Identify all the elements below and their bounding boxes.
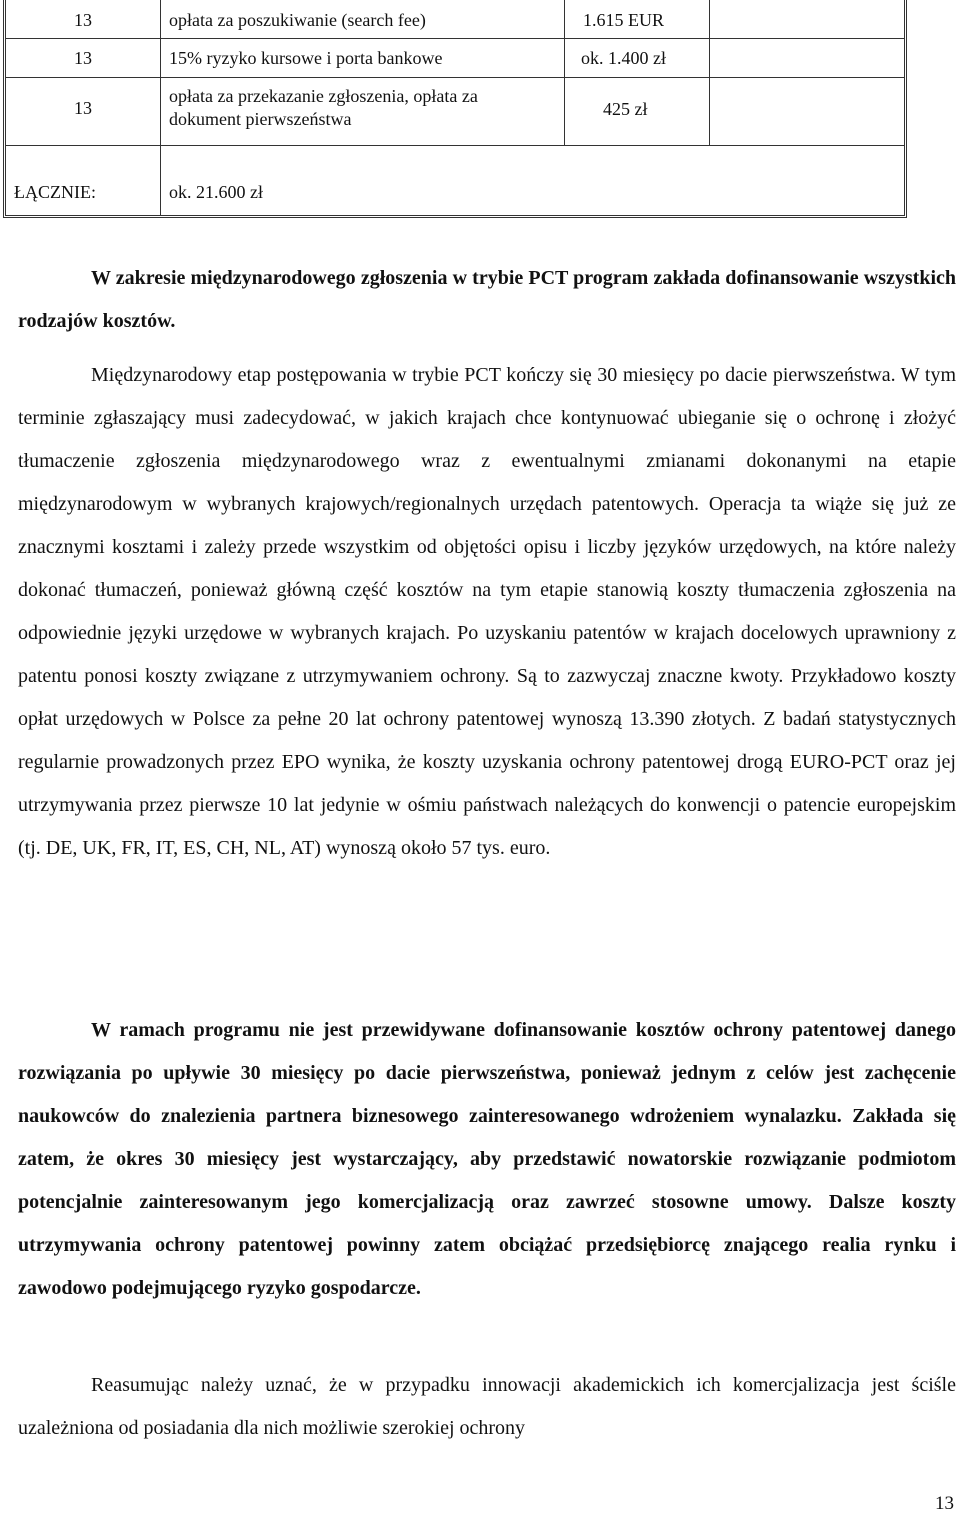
paragraph-pct-funding: W zakresie międzynarodowego zgłoszenia w trybie PCT program zakłada dofinansowanie wszystkich rodzajów kosztów. bbox=[18, 267, 956, 332]
table-row-2-amount: ok. 1.400 zł bbox=[581, 48, 666, 68]
table-row-3-number: 13 bbox=[74, 98, 92, 118]
table-row-3-description-line1: opłata za przekazanie zgłoszenia, opłata za bbox=[169, 86, 478, 106]
table-row-2-number: 13 bbox=[74, 48, 92, 68]
paragraph-conclusion: Reasumując należy uznać, że w przypadku innowacji akademickich ich komercjalizacja jest ściśle uzależniona od posiadania dla nich możliwie szerokiej ochrony bbox=[18, 1374, 956, 1439]
table-row-3-description-line2: dokument pierwszeństwa bbox=[169, 109, 352, 129]
table-row-1-amount: 1.615 EUR bbox=[583, 10, 664, 30]
paragraph-international-stage: Międzynarodowy etap postępowania w trybie PCT kończy się 30 miesięcy po dacie pierwszeństwa. W tym terminie zgłaszający musi zadecydować, w jakich krajach chce kontynuować ubieganie się o ochronę i złożyć tłumaczenie zgłoszenia międzynarodowego wraz z ewentualnymi zmianami dokonanymi na etapie międzynarodowym w wybranych krajowych/regionalnych urzędach patentowych. Operacja ta wiąże się już ze znacznymi kosztami i zależy przede wszystkim od objętości opisu i liczby języków urzędowych, na które należy dokonać tłumaczeń, ponieważ główną część kosztów na tym etapie stanowią koszty tłumaczenia zgłoszenia na odpowiednie języki urzędowe w wybranych krajach. Po uzyskaniu patentów w krajach docelowych uprawniony z patentu ponosi koszty związane z utrzymywaniem ochrony. Są to zazwyczaj znaczne kwoty. Przykładowo koszty opłat urzędowych w Polsce za pełne 20 lat ochrony patentowej wynoszą 13.390 złotych. Z badań statystycznych regularnie prowadzonych przez EPO wynika, że koszty uzyskania ochrony patentowej drogą EURO-PCT oraz jej utrzymywania przez pierwsze 10 lat jedynie w ośmiu państwach należących do konwencji o patencie europejskim (tj. DE, UK, FR, IT, ES, CH, NL, AT) wynoszą około 57 tys. euro. bbox=[18, 364, 956, 859]
table-row-3-amount: 425 zł bbox=[603, 99, 648, 119]
paragraph-program-scope: W ramach programu nie jest przewidywane dofinansowanie kosztów ochrony patentowej danego rozwiązania po upływie 30 miesięcy po dacie pierwszeństwa, ponieważ jednym z celów jest zachęcenie naukowców do znalezienia partnera biznesowego zainteresowanego wdrożeniem wynalazku. Zakłada się zatem, że okres 30 miesięcy jest wystarczający, aby przedstawić nowatorskie rozwiązanie podmiotom potencjalnie zainteresowanym jego komercjalizacją oraz zawrzeć stosowne umowy. Dalsze koszty utrzymywania ochrony patentowej powinny zatem obciążać przedsiębiorcę znającego realia rynku i zawodowo podejmującego ryzyko gospodarcze. bbox=[18, 1019, 956, 1299]
table-row-1-number: 13 bbox=[74, 10, 92, 30]
table-border bbox=[3, 0, 907, 218]
table-row-1-description: opłata za poszukiwanie (search fee) bbox=[169, 10, 426, 30]
table-row-2-description: 15% ryzyko kursowe i porta bankowe bbox=[169, 48, 443, 68]
total-label: ŁĄCZNIE: bbox=[14, 182, 96, 202]
total-value: ok. 21.600 zł bbox=[169, 182, 263, 202]
page-number: 13 bbox=[935, 1493, 954, 1514]
